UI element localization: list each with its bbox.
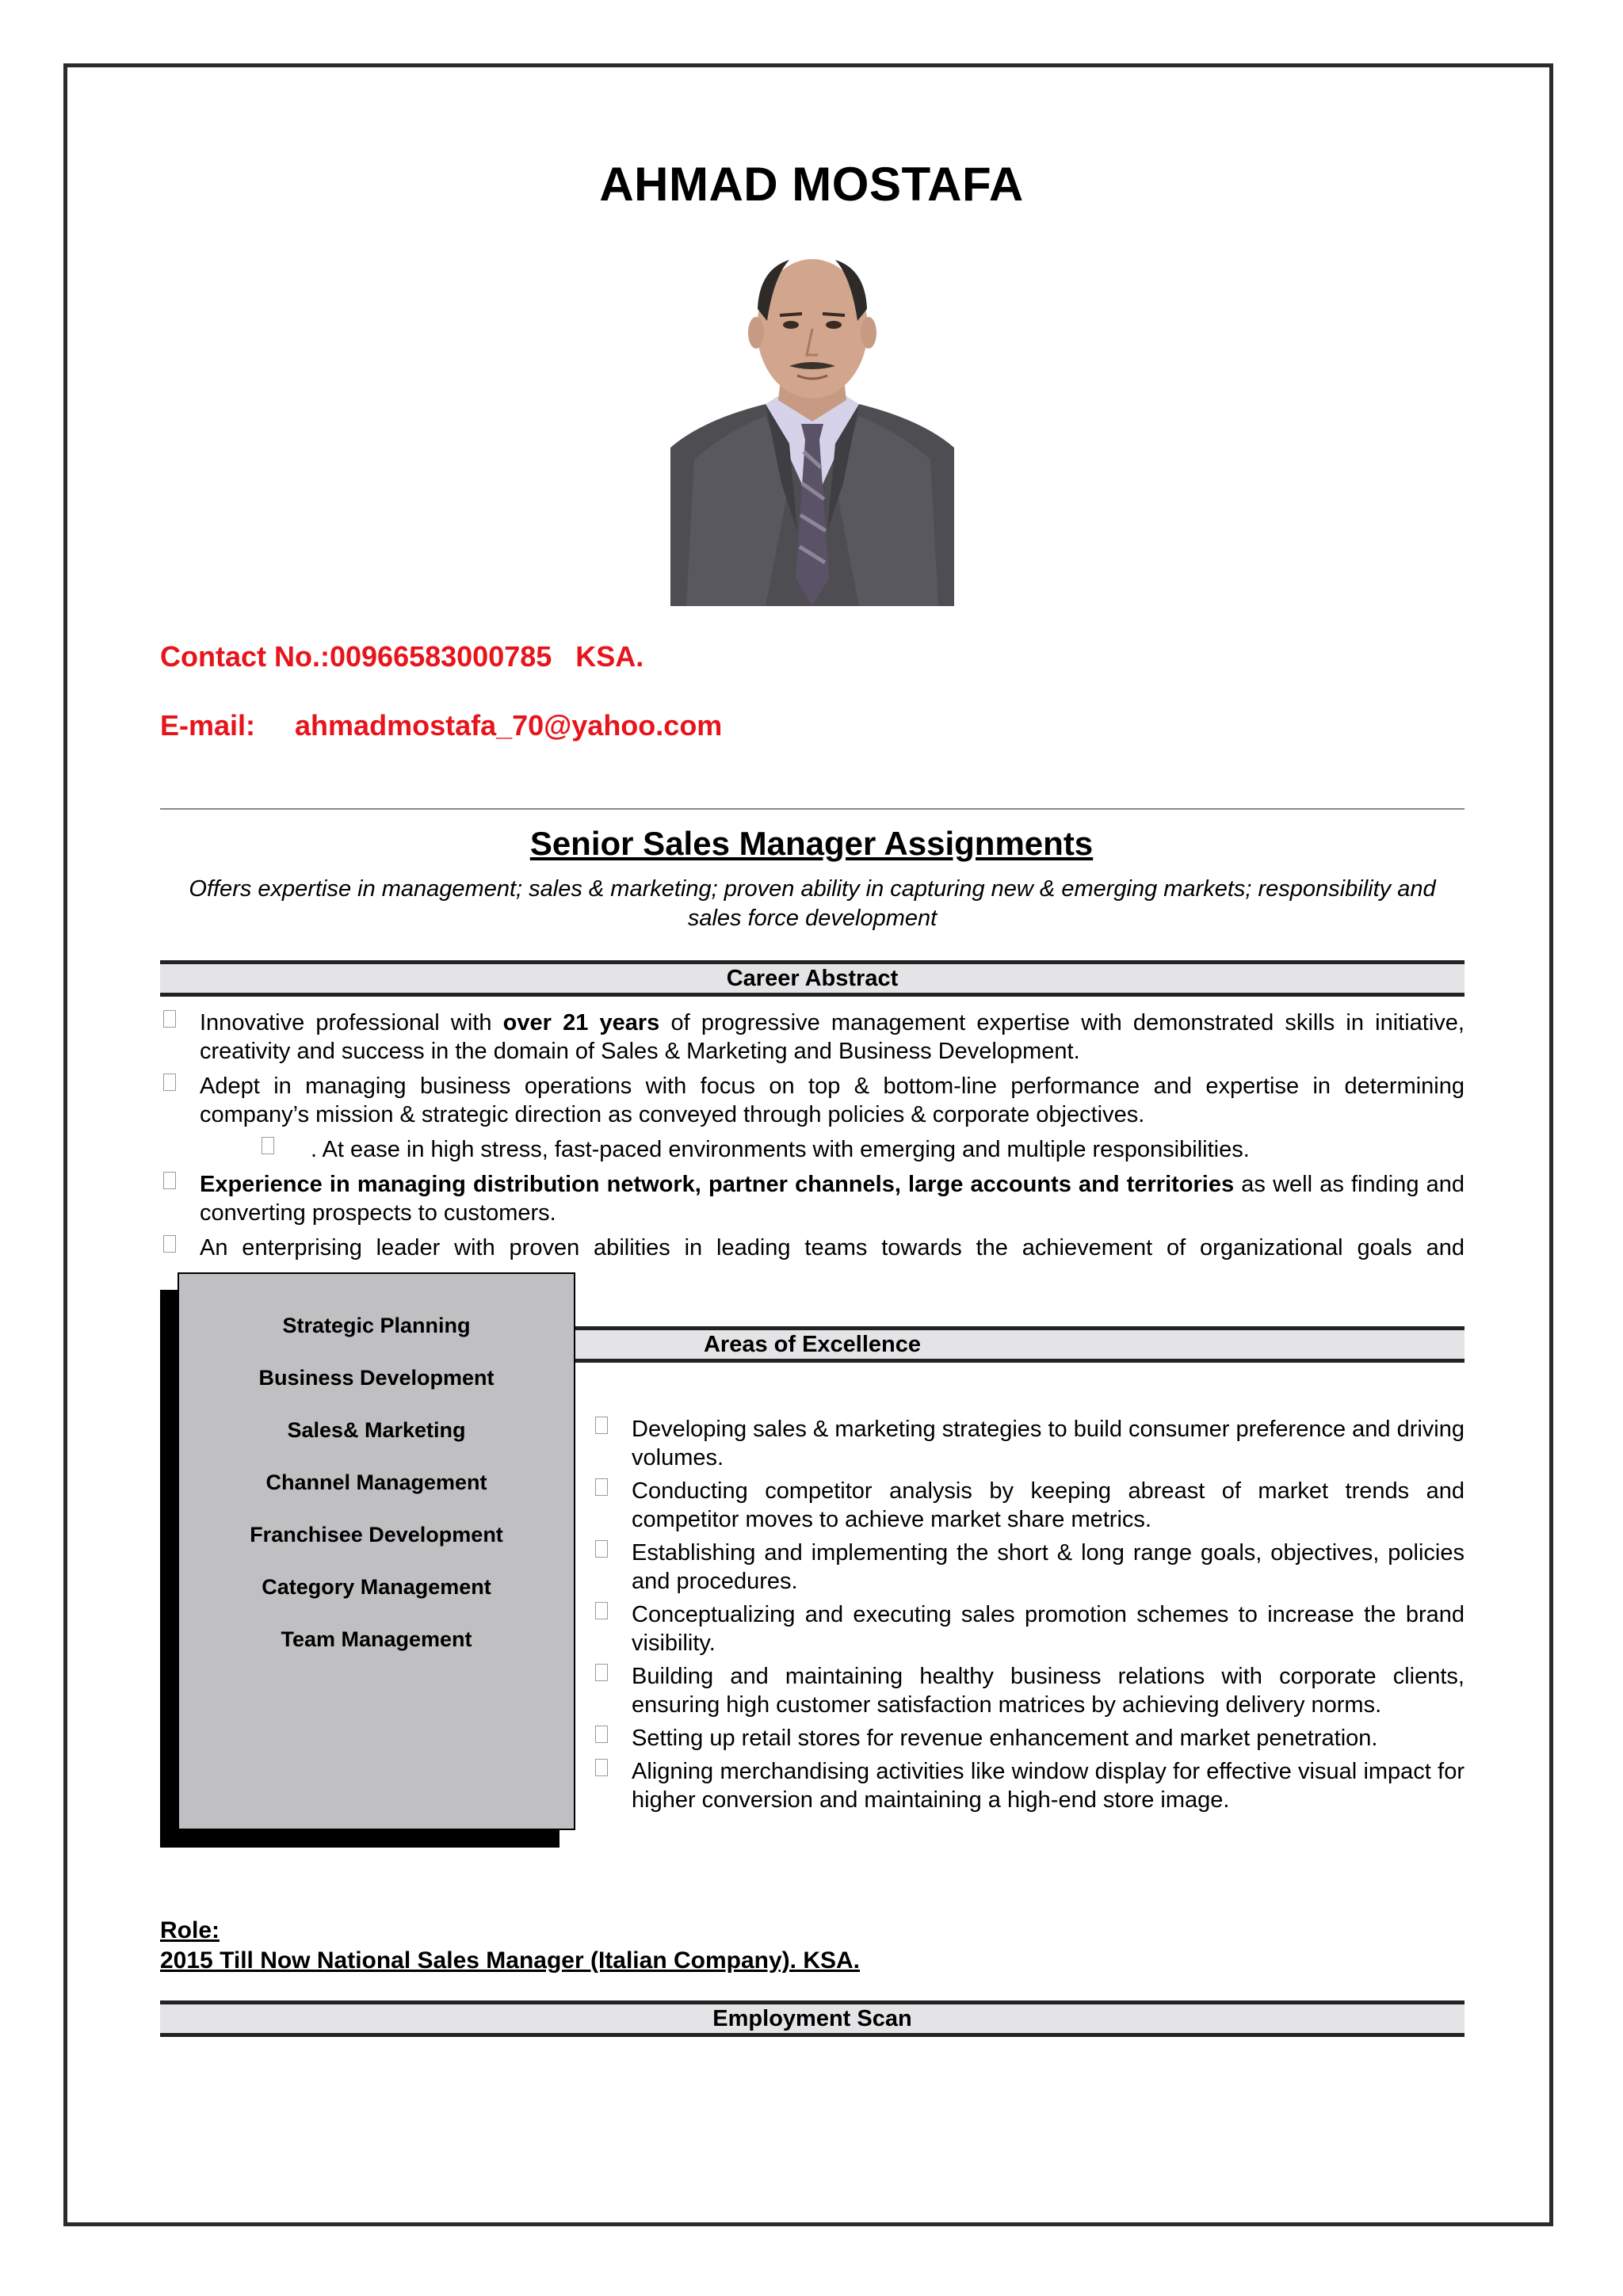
role-text: 2015 Till Now National Sales Manager (Italian Company). KSA. <box>160 1947 861 1974</box>
areas-of-excellence-header: Areas of Excellence <box>160 1326 1465 1363</box>
list-item: Adept in managing business operations with focus on top & bottom-line performance and expertise in determining company’s mission & strategic direction as conveyed through policies & corporate objectives. <box>160 1072 1465 1129</box>
list-item: Developing sales & marketing strategies to build consumer preference and driving volumes. <box>592 1415 1465 1472</box>
profile-photo <box>670 246 954 606</box>
list-item: Aligning merchandising activities like window display for effective visual impact for higher conversion and maintaining a high-end store image. <box>592 1757 1465 1814</box>
skill-item: Strategic Planning <box>282 1314 471 1337</box>
skill-item: Team Management <box>281 1627 472 1651</box>
bullet-box-icon <box>163 1172 176 1189</box>
skill-item: Business Development <box>258 1366 495 1390</box>
list-item: Conceptualizing and executing sales promotion schemes to increase the brand visibility. <box>592 1600 1465 1657</box>
contact-email: E-mail: ahmadmostafa_70@yahoo.com <box>160 709 723 742</box>
headline: Senior Sales Manager Assignments <box>529 825 1094 862</box>
skill-item: Category Management <box>262 1575 491 1599</box>
list-item: Conducting competitor analysis by keeping abreast of market trends and competitor moves to achieve market share metrics. <box>592 1477 1465 1534</box>
header-divider <box>160 808 1465 810</box>
bullet-box-icon <box>163 1074 176 1091</box>
list-item: Innovative professional with over 21 years of progressive management expertise with demonstrated skills in initiative, creativity and success in the domain of Sales & Marketing and Business Development. <box>160 1009 1465 1066</box>
bullet-box-icon <box>595 1602 608 1619</box>
skills-box <box>178 1272 575 1830</box>
career-abstract-list <box>160 1009 1465 1262</box>
bullet-box-icon <box>595 1417 608 1434</box>
career-abstract-header: Career Abstract <box>160 960 1465 997</box>
skill-item: Channel Management <box>265 1470 487 1494</box>
contact-phone: Contact No.:00966583000785 KSA. <box>160 640 644 673</box>
bullet-box-icon <box>595 1726 608 1743</box>
bullet-box-icon <box>262 1137 274 1154</box>
candidate-name: AHMAD MOSTAFA <box>599 158 1024 211</box>
bullet-box-icon <box>595 1478 608 1496</box>
bullet-box-icon <box>163 1235 176 1253</box>
bullet-box-icon <box>163 1010 176 1028</box>
list-item: . At ease in high stress, fast-paced environments with emerging and multiple responsibilities. <box>160 1135 1465 1164</box>
skill-item: Franchisee Development <box>250 1523 503 1547</box>
role-label: Role: <box>160 1917 220 1943</box>
bullet-box-icon <box>595 1759 608 1776</box>
list-item: Setting up retail stores for revenue enhancement and market penetration. <box>592 1724 1465 1753</box>
employment-scan-header: Employment Scan <box>160 2000 1465 2037</box>
list-item: An enterprising leader with proven abilities in leading teams towards the achievement of organizational goals and <box>160 1234 1465 1262</box>
excellence-list <box>592 1415 1465 1819</box>
list-item: Experience in managing distribution network, partner channels, large accounts and territories as well as finding and converting prospects to customers. <box>160 1170 1465 1227</box>
skill-item: Sales& Marketing <box>287 1418 466 1442</box>
bullet-box-icon <box>595 1664 608 1681</box>
bullet-box-icon <box>595 1540 608 1558</box>
list-item: Building and maintaining healthy business relations with corporate clients, ensuring high customer satisfaction matrices by achieving delivery norms. <box>592 1662 1465 1719</box>
list-item: Establishing and implementing the short & long range goals, objectives, policies and procedures. <box>592 1539 1465 1596</box>
headline-subtitle: Offers expertise in management; sales & marketing; proven ability in capturing new & emerging markets; responsibility and sales force development <box>189 876 1436 931</box>
